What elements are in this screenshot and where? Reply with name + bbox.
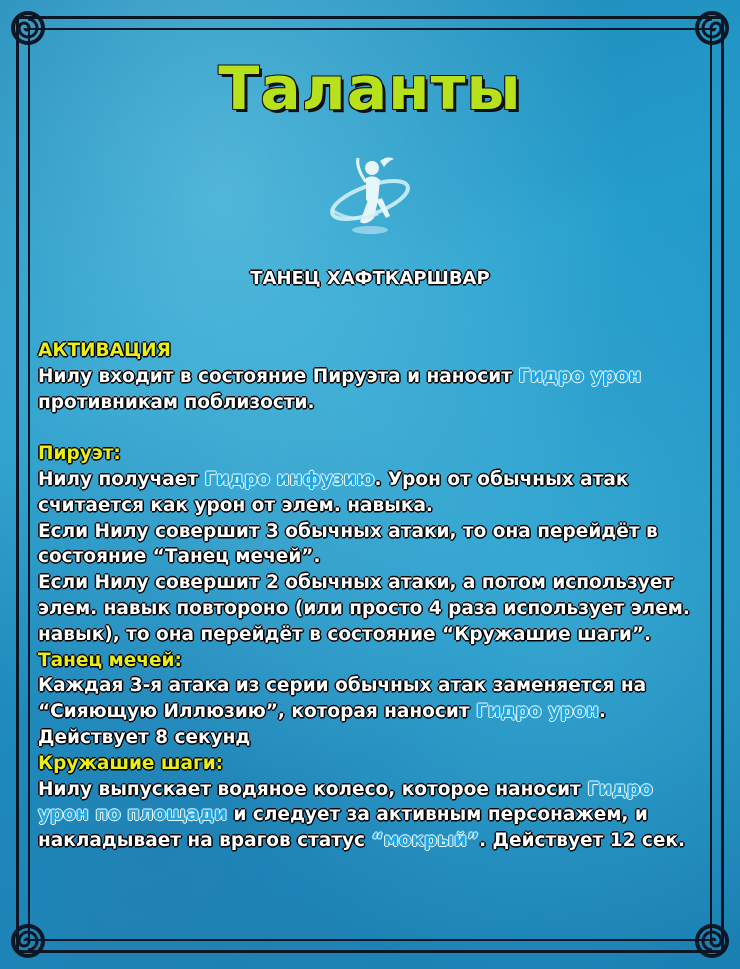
- text-segment: противникам поблизости.: [38, 391, 315, 413]
- text-segment: . Действует 12 сек.: [479, 830, 685, 852]
- talent-description: [38, 338, 706, 854]
- hydro-keyword: Гидро урон: [518, 365, 642, 387]
- spacer: [38, 415, 706, 441]
- page-title: Таланты: [218, 54, 522, 124]
- whirling-steps-text: [38, 777, 706, 854]
- pirouette-heading: Пируэт:: [38, 443, 121, 465]
- hydro-keyword: Гидро урон: [475, 701, 599, 723]
- text-segment: .: [598, 701, 606, 723]
- text-segment: и следует за активным персонажем, и накладывает на врагов статус: [38, 804, 648, 852]
- swirl-corner-icon: [692, 8, 732, 48]
- wet-status-keyword: “мокрый”: [371, 830, 480, 852]
- text-segment: Нилу получает: [38, 468, 205, 490]
- text-segment: Каждая 3-я атака из серии обычных атак заменяется на “Сияющую Иллюзию”, которая наносит: [38, 675, 647, 723]
- pirouette-condition-1: Если Нилу совершит 3 обычных атаки, то она перейдёт в состояние “Танец мечей”.: [38, 520, 658, 568]
- swirl-corner-icon: [692, 921, 732, 961]
- hydro-keyword: Гидро урон по площади: [38, 778, 653, 826]
- hydro-dancer-emblem-icon: [322, 152, 418, 242]
- pirouette-condition-2: Если Нилу совершит 2 обычных атаки, а потом использует элем. навык повтороно (или просто 4 раза использует элем. навык), то она перейдёт в состояние “Кружашие шаги”.: [38, 572, 690, 645]
- activation-text: [38, 364, 706, 416]
- swirl-corner-icon: [8, 8, 48, 48]
- text-segment: . Урон от обычных атак считается как урон от элем. навыка.: [38, 468, 629, 516]
- sword-dance-heading: Танец мечей:: [38, 649, 182, 671]
- activation-heading: АКТИВАЦИЯ: [38, 340, 171, 361]
- text-segment: Нилу выпускает водяное колесо, которое наносит: [38, 778, 588, 800]
- sword-dance-duration: Действует 8 секунд: [38, 726, 251, 748]
- pirouette-text: [38, 467, 706, 519]
- hydro-keyword: Гидро инфузию: [204, 468, 375, 490]
- sword-dance-text: [38, 673, 706, 725]
- swirl-corner-icon: [8, 921, 48, 961]
- text-segment: Нилу входит в состояние Пируэта и наносит: [38, 365, 519, 387]
- whirling-steps-heading: Кружашие шаги:: [38, 752, 224, 774]
- talent-name: ТАНЕЦ ХАФТКАРШВАР: [250, 268, 490, 289]
